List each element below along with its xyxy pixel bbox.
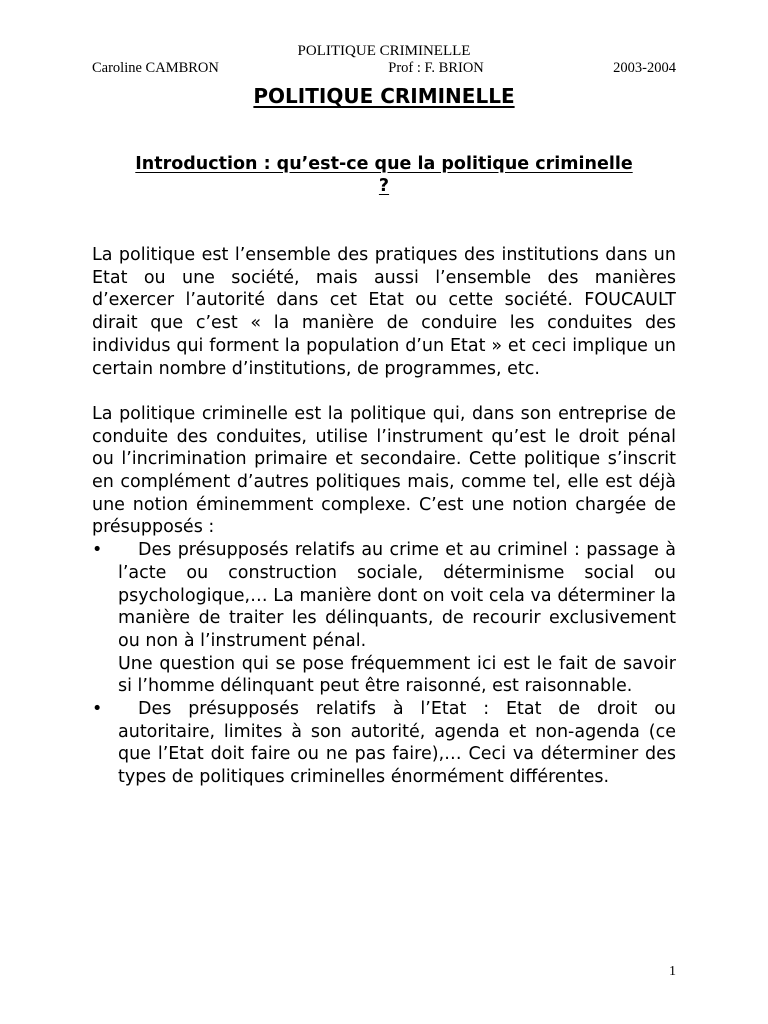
paragraph: La politique criminelle est la politique qui, dans son entreprise de conduite des conduites, utilise l’instrument qu’est le droit pénal ou l’incrimination primaire et secondaire. Cette politique s’inscrit en complément d’autres politiques mais, comme tel, elle est déjà une notion éminemment complexe. C’est une notion chargée de présupposés :	[92, 403, 676, 538]
paragraph: La politique est l’ensemble des pratiques des institutions dans un Etat ou une société, mais aussi l’ensemble des manières d’exercer l’autorité dans cet Etat ou cette société. FOUCAULT dirait que c’est « la manière de conduire les conduites des individus qui forment la population d’un Etat » et ceci implique un certain nombre d’institutions, de programmes, etc.	[92, 245, 676, 379]
bullet-item	[92, 698, 676, 789]
bullet-icon: •	[92, 699, 103, 720]
author-name: Caroline CAMBRON	[92, 60, 219, 76]
professor-name: Prof : F. BRION	[388, 60, 484, 76]
paragraph-spacer	[92, 380, 676, 403]
page-number: 1	[669, 964, 676, 979]
academic-year: 2003-2004	[613, 60, 676, 76]
running-header-title: POLITIQUE CRIMINELLE	[297, 43, 471, 59]
bullet-text: Des présupposés relatifs à l’Etat : Etat de droit ou autoritaire, limites à son autorité, agenda et non-agenda (ce que l’Etat doit faire ou ne pas faire),… Ceci va déterminer des types de politiques criminelles énormément différentes.	[118, 699, 676, 788]
intro-heading: Introduction : qu’est-ce que la politique criminelle ?	[135, 154, 633, 196]
bullet-item	[92, 539, 676, 698]
bullet-text: Des présupposés relatifs au crime et au criminel : passage à l’acte ou construction sociale, déterminisme social ou psychologique,… La manière dont on voit cela va déterminer la manière de traiter les délinquants, de recourir exclusivement ou non à l’instrument pénal.	[118, 540, 676, 651]
bullet-extra-text: Une question qui se pose fréquemment ici est le fait de savoir si l’homme délinquant peut être raisonné, est raisonnable.	[118, 653, 676, 697]
running-header-row	[92, 60, 676, 77]
bullet-icon: •	[92, 540, 103, 561]
document-body	[92, 244, 676, 789]
document-title: POLITIQUE CRIMINELLE	[253, 84, 515, 108]
